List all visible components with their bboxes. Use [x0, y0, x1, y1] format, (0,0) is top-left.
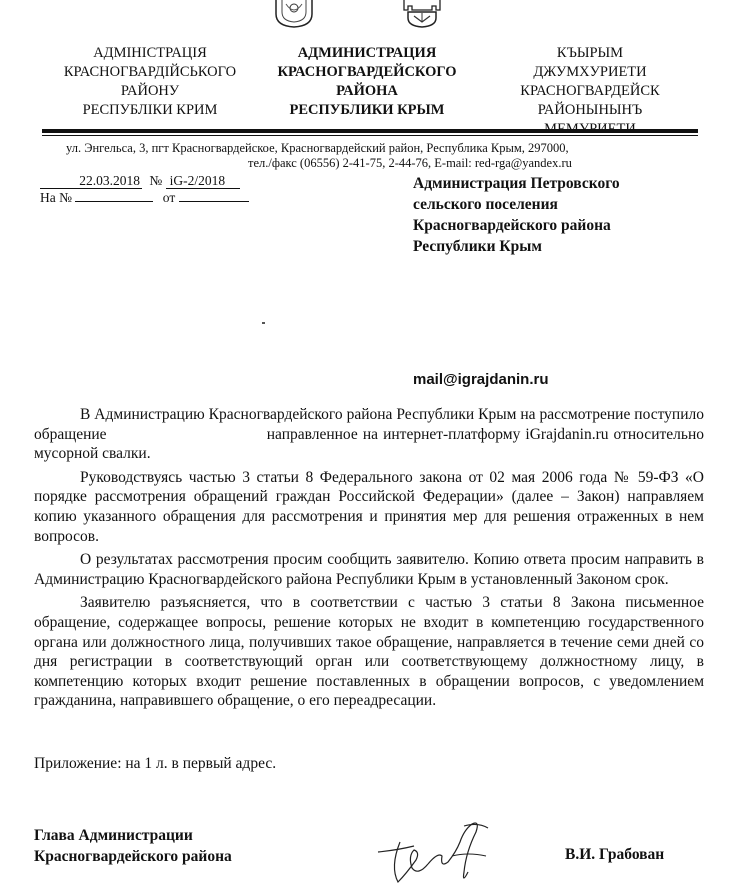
- paragraph-1: В Администрацию Красногвардейского района Республики Крым на рассмотрение поступило обращение направленное на интернет-платформу iGrajdanin.ru относительно мусорной свалки.: [34, 406, 704, 463]
- signatory-name: В.И. Грабован: [565, 846, 665, 863]
- scan-speck: [262, 322, 265, 324]
- header-crimean-tatar-name: КЪЫРЫМ ДЖУМХУРИЕТИ КРАСНОГВАРДЕЙСК РАЙОНЫНЫНЪ: [520, 45, 660, 118]
- header-divider-thin: [42, 135, 698, 136]
- in-reply-number-blank: [75, 190, 153, 202]
- crimea-coat-of-arms-icon: [272, 0, 316, 28]
- from-label: от: [162, 190, 176, 205]
- paragraph-2: Руководствуясь частью 3 статьи 8 Федерального закона от 02 мая 2006 года № 59-ФЗ «О порядке рассмотрения обращений граждан Российской Федерации» (далее – Закон) направляем копию указанного обращения для рассмотрения и принятия мер для решения отраженных в нем вопросов.: [34, 468, 704, 545]
- header-contacts: тел./факс (06556) 2-41-75, 2-44-76, E-mail: red-rga@yandex.ru: [248, 156, 572, 170]
- in-reply-label: На №: [40, 190, 72, 205]
- redacted-name: [112, 427, 262, 439]
- annex-note: Приложение: на 1 л. в первый адрес.: [34, 755, 277, 772]
- header-russian-name: АДМИНИСТРАЦИЯ КРАСНОГВАРДЕЙСКОГО РАЙОНА РЕСПУБЛИКИ КРЫМ: [277, 45, 457, 118]
- letter-number: iG-2/2018: [166, 173, 240, 189]
- paragraph-4: Заявителю разъясняется, что в соответствии с частью 3 статьи 8 Закона письменное обращение, содержащее вопросы, решение которых не входит в компетенцию государственного органа или должностного лица, получивших такое обращение, направляется в течение семи дней со дня регистрации в соответствующий орган или соответствующему должностному лицу, в компетенцию которых входит решение поставленных в обращении вопросов, с уведомлением гражданина, направившего обращение, о его переадресации.: [34, 594, 704, 710]
- header-ukrainian-name: АДМІНІСТРАЦІЯ КРАСНОГВАРДІЙСЬКОГО РАЙОНУ РЕСПУБЛІКИ КРИМ: [63, 45, 237, 118]
- header-address: ул. Энгельса, 3, пгт Красногвардейское, Красногвардейский район, Республика Крым, 297000,: [66, 141, 569, 155]
- signatory-title: Глава Администрации Красногвардейского района: [34, 827, 232, 865]
- handwritten-signature-icon: [368, 812, 503, 887]
- number-label: №: [149, 173, 163, 188]
- recipient-email: mail@igrajdanin.ru: [413, 371, 549, 388]
- outgoing-reference: [40, 173, 240, 189]
- recipient-block: Администрация Петровского сельского поселения Красногвардейского района Республики Крым: [413, 175, 620, 255]
- incoming-reference: [40, 190, 249, 205]
- letter-date: 22.03.2018: [40, 173, 142, 189]
- district-coat-of-arms-icon: [402, 0, 442, 28]
- paragraph-3: О результатах рассмотрения просим сообщить заявителю. Копию ответа просим направить в Администрацию Красногвардейского района Республики Крым в установленный Законом срок.: [34, 551, 704, 588]
- header-divider-thick: [42, 129, 698, 133]
- from-date-blank: [179, 190, 249, 202]
- letter-body: [34, 405, 704, 715]
